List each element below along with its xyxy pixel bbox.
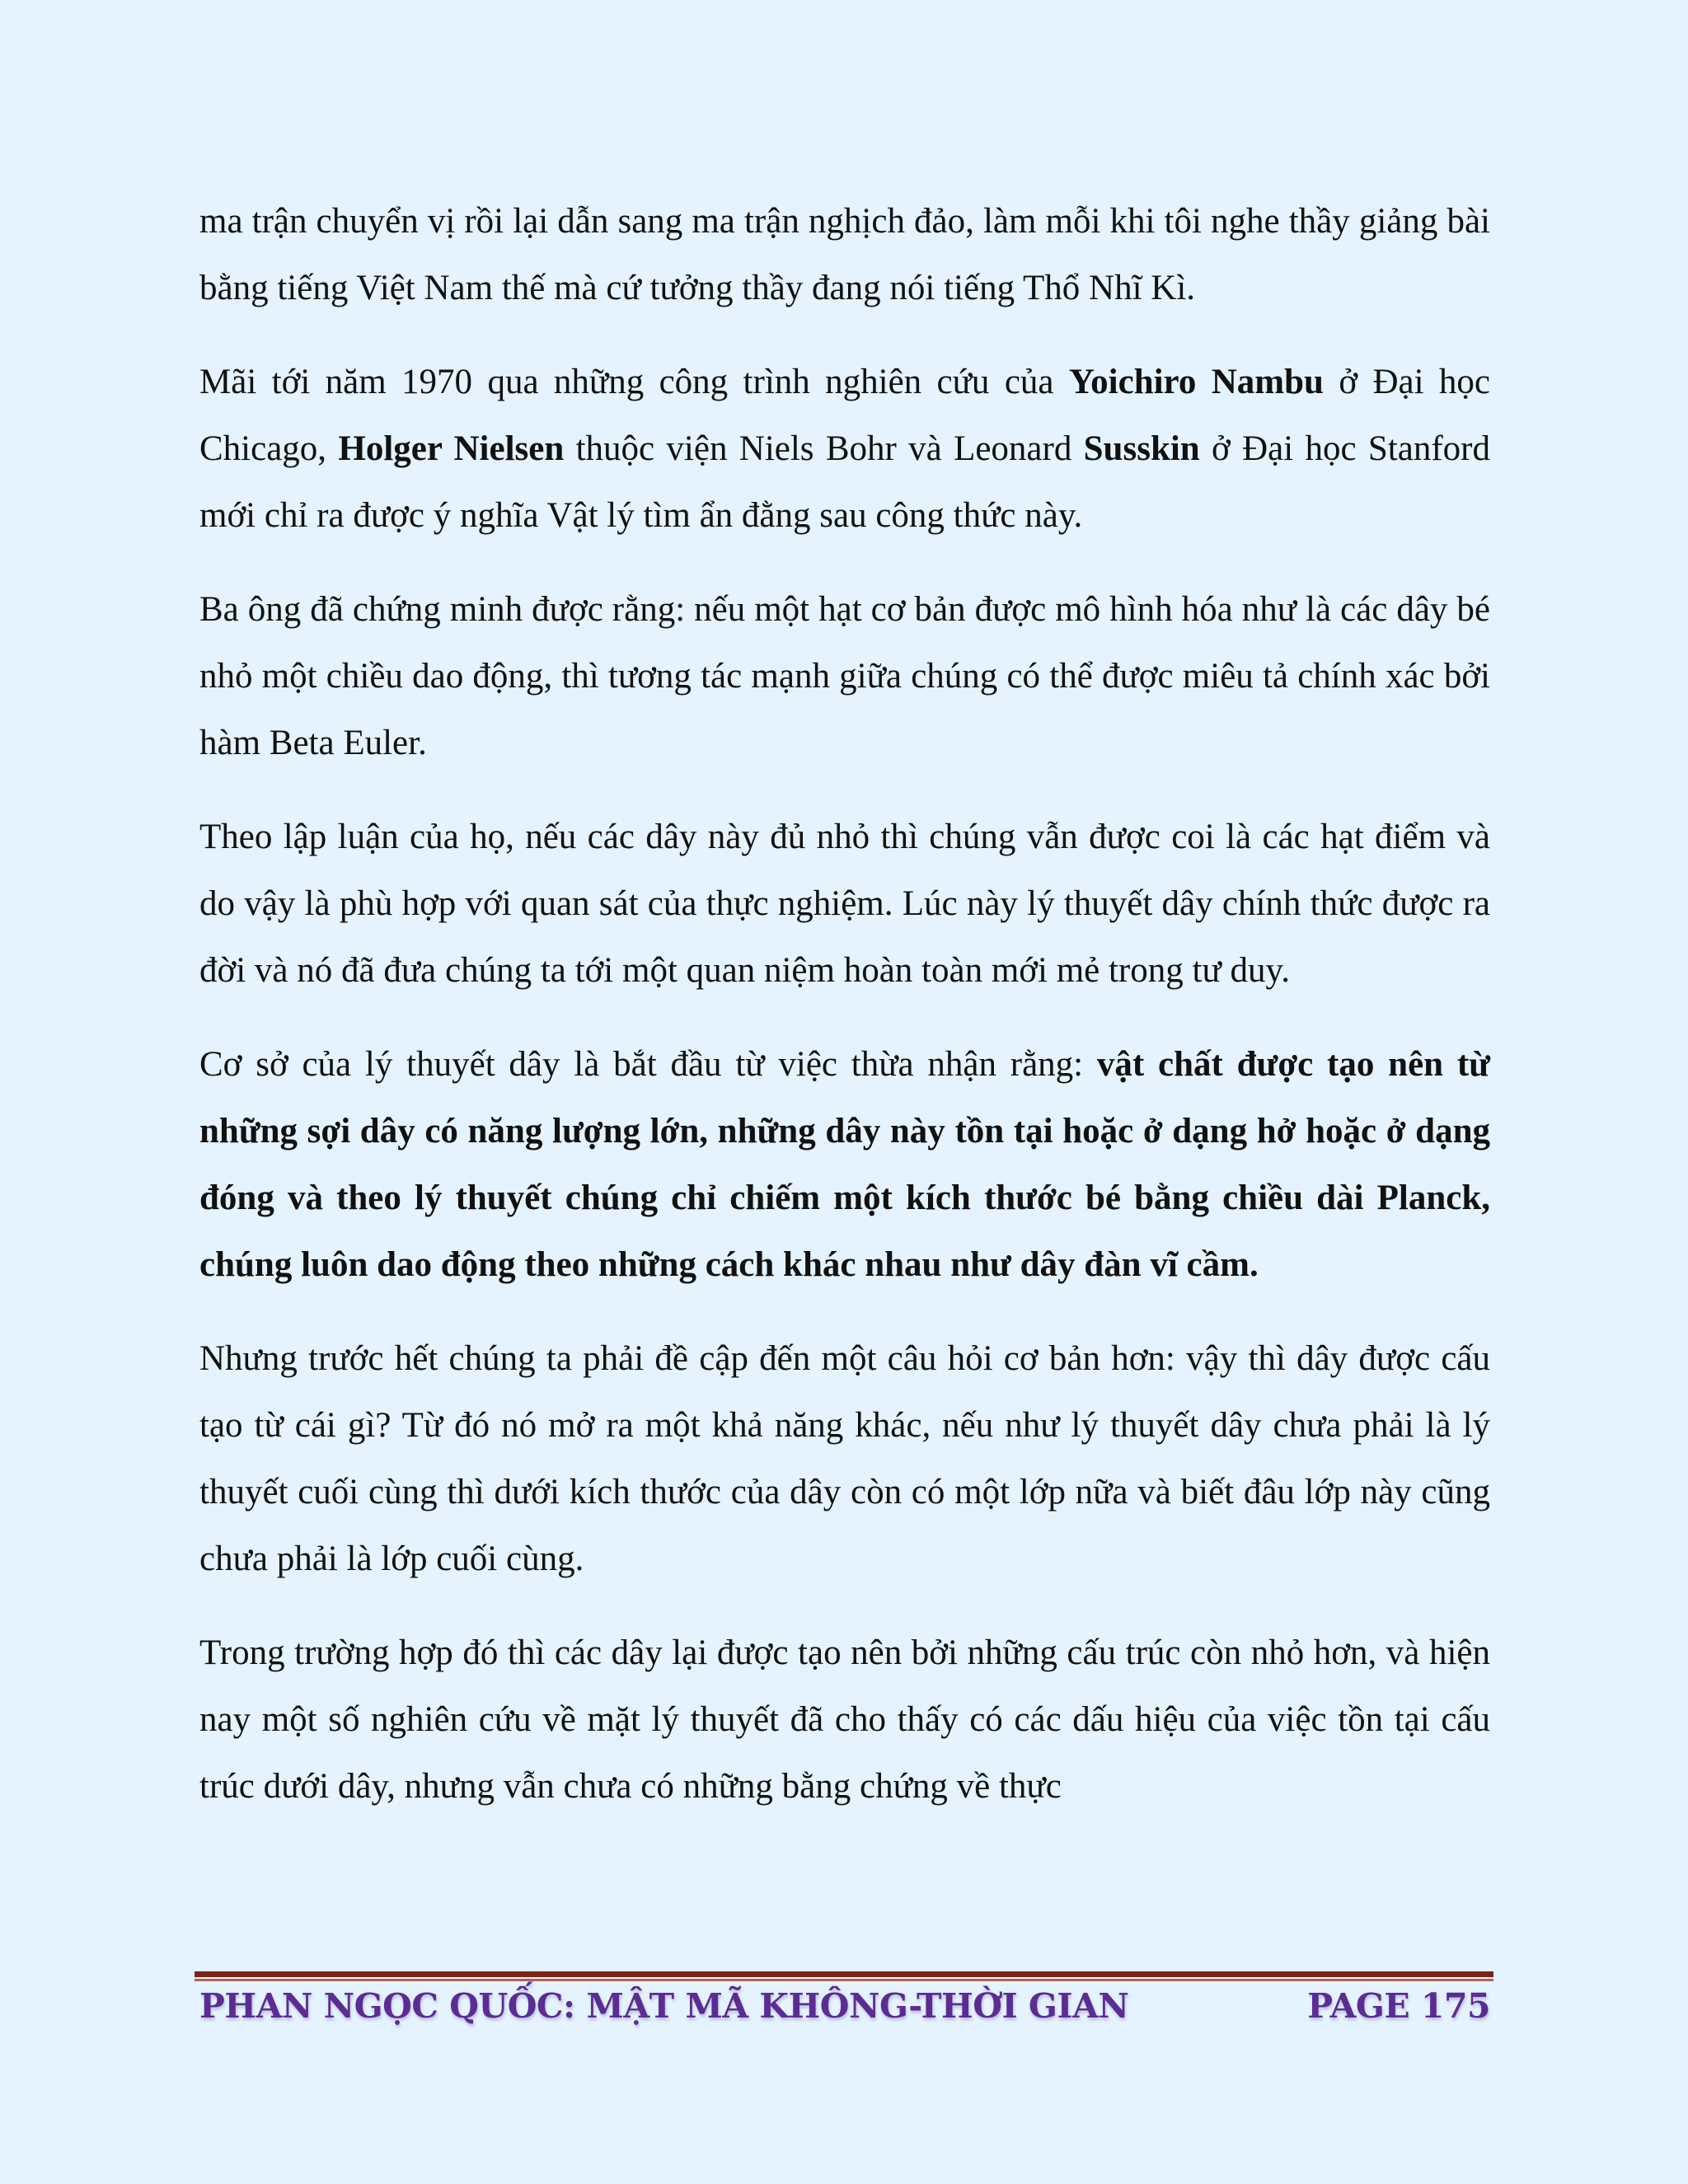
footer-book-title: PHAN NGỌC QUỐC: MẬT MÃ KHÔNG-THỜI GIAN xyxy=(199,1986,1129,2026)
bold-emphasis: vật chất được tạo nên từ những sợi dây có năng lượng lớn, những dây này tồn tại hoặc ở dạng hở hoặc ở dạng đóng và theo lý thuyết chúng chỉ chiếm một kích thước bé bằng chiều dài Planck, chúng luôn dao động theo những cách khác nhau như dây đàn vĩ cầm. xyxy=(199,1045,1490,1284)
paragraph xyxy=(199,804,1490,1004)
text-run: Theo lập luận của họ, nếu các dây này đủ nhỏ thì chúng vẫn được coi là các hạt điểm và do vậy là phù hợp với quan sát của thực nghiệm. Lúc này lý thuyết dây chính thức được ra đời và nó đã đưa chúng ta tới một quan niệm hoàn toàn mới mẻ trong tư duy. xyxy=(199,818,1490,990)
text-run: thuộc viện Niels Bohr và Leonard xyxy=(564,429,1084,468)
paragraph xyxy=(199,188,1490,321)
text-run: Cơ sở của lý thuyết dây là bắt đầu từ việc thừa nhận rằng: xyxy=(199,1045,1097,1084)
bold-name: Holger Nielsen xyxy=(338,429,565,468)
text-run: ở Đại học Chicago, xyxy=(199,363,1490,468)
paragraph xyxy=(199,349,1490,549)
paragraph xyxy=(199,1031,1490,1298)
text-run: Trong trường hợp đó thì các dây lại được tạo nên bởi những cấu trúc còn nhỏ hơn, và hiện nay một số nghiên cứu về mặt lý thuyết đã cho thấy có các dấu hiệu của việc tồn tại cấu trúc dưới dây, nhưng vẫn chưa có những bằng chứng về thực xyxy=(199,1633,1490,1806)
page-number: PAGE 175 xyxy=(1307,1986,1490,2026)
text-run: ở Đại học Stanford mới chỉ ra được ý nghĩa Vật lý tìm ẩn đằng sau công thức này. xyxy=(199,429,1490,535)
text-run: Mãi tới năm 1970 qua những công trình nghiên cứu của xyxy=(199,363,1069,401)
text-run: Nhưng trước hết chúng ta phải đề cập đến một câu hỏi cơ bản hơn: vậy thì dây được cấu tạo từ cái gì? Từ đó nó mở ra một khả năng khác, nếu như lý thuyết dây chưa phải là lý thuyết cuối cùng thì dưới kích thước của dây còn có một lớp nữa và biết đâu lớp này cũng chưa phải là lớp cuối cùng. xyxy=(199,1339,1490,1578)
page-footer xyxy=(199,1986,1490,2036)
paragraph xyxy=(199,1619,1490,1820)
paragraph xyxy=(199,1325,1490,1592)
text-run: ma trận chuyển vị rồi lại dẫn sang ma trận nghịch đảo, làm mỗi khi tôi nghe thầy giảng bài bằng tiếng Việt Nam thế mà cứ tưởng thầy đang nói tiếng Thổ Nhĩ Kì. xyxy=(199,202,1490,307)
bold-name: Yoichiro Nambu xyxy=(1068,363,1324,401)
paragraph xyxy=(199,576,1490,776)
text-run: Ba ông đã chứng minh được rằng: nếu một hạt cơ bản được mô hình hóa như là các dây bé nhỏ một chiều dao động, thì tương tác mạnh giữa chúng có thể được miêu tả chính xác bởi hàm Beta Euler. xyxy=(199,590,1490,762)
footer-divider-accent xyxy=(195,1979,1493,1981)
footer-divider xyxy=(195,1971,1493,1977)
page-body xyxy=(199,188,1490,1847)
bold-name: Susskin xyxy=(1083,429,1200,468)
